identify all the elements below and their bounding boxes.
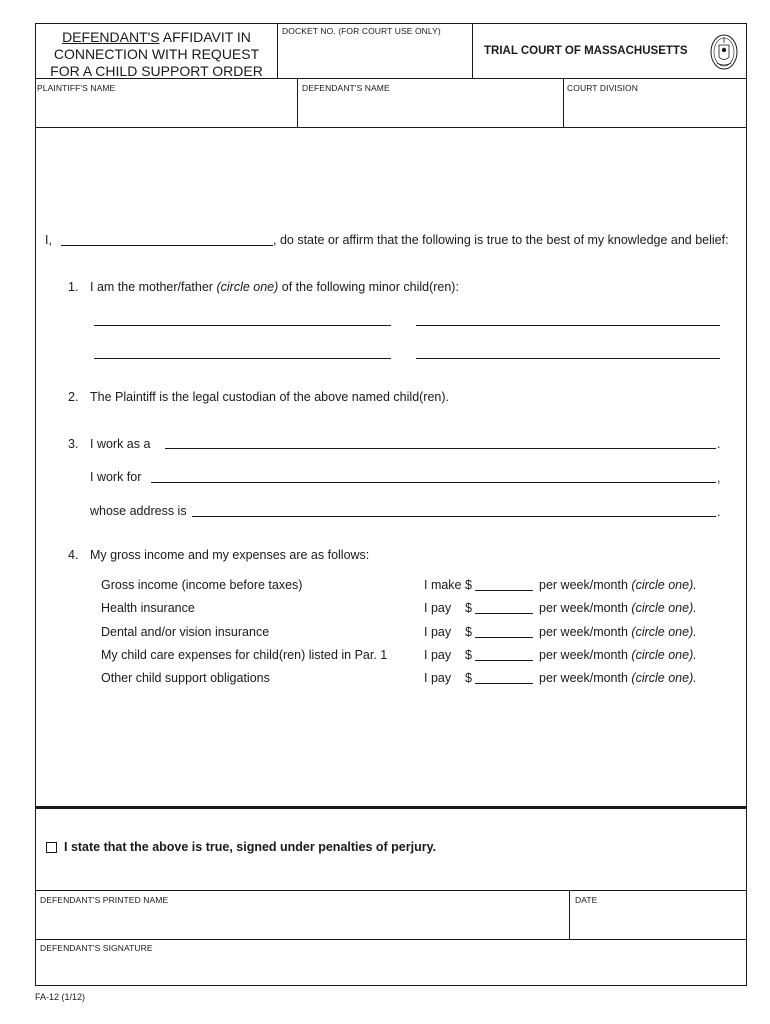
child-name-line[interactable] <box>416 325 720 326</box>
court-name: TRIAL COURT OF MASSACHUSETTS <box>484 45 688 57</box>
expense-period: per week/month (circle one). <box>539 671 697 685</box>
expense-amount-prefix: I pay $ <box>424 601 472 615</box>
expense-label: Gross income (income before taxes) <box>101 578 303 592</box>
expense-label: My child care expenses for child(ren) listed in Par. 1 <box>101 648 388 662</box>
expense-amount-line[interactable] <box>475 590 533 591</box>
affirm-statement: , do state or affirm that the following is true to the best of my knowledge and belief: <box>273 233 729 247</box>
form-id: FA-12 (1/12) <box>35 992 86 1002</box>
affiant-name-line[interactable] <box>61 245 273 246</box>
item-1-number: 1. <box>68 280 79 294</box>
address-label: whose address is <box>90 504 187 518</box>
expense-amount-line[interactable] <box>475 660 533 661</box>
item-1-text: I am the mother/father (circle one) of the following minor child(ren): <box>90 280 459 294</box>
employer-address-line[interactable] <box>192 516 716 517</box>
child-name-line[interactable] <box>94 358 391 359</box>
item-2-number: 2. <box>68 390 79 404</box>
court-division-field[interactable] <box>563 78 747 128</box>
expense-amount-prefix: I pay $ <box>424 625 472 639</box>
header-title-box <box>35 23 278 79</box>
perjury-checkbox[interactable] <box>46 842 57 853</box>
expense-label: Other child support obligations <box>101 671 270 685</box>
item-4-text: My gross income and my expenses are as follows: <box>90 548 370 562</box>
employer-line[interactable] <box>151 482 716 483</box>
printed-name-label: DEFENDANT'S PRINTED NAME <box>40 895 169 905</box>
court-division-label: COURT DIVISION <box>567 83 638 93</box>
expense-period: per week/month (circle one). <box>539 578 697 592</box>
expense-period: per week/month (circle one). <box>539 601 697 615</box>
occupation-end-mark: . <box>717 437 721 451</box>
docket-number-label: DOCKET NO. (FOR COURT USE ONLY) <box>282 26 441 36</box>
item-2-text: The Plaintiff is the legal custodian of the above named child(ren). <box>90 390 450 404</box>
work-for-label: I work for <box>90 470 142 484</box>
expense-label: Health insurance <box>101 601 195 615</box>
expense-label: Dental and/or vision insurance <box>101 625 270 639</box>
defendant-name-field[interactable] <box>297 78 564 128</box>
form-title-line-2: CONNECTION WITH REQUEST <box>53 46 260 62</box>
item-3-number: 3. <box>68 437 79 451</box>
signature-label: DEFENDANT'S SIGNATURE <box>40 943 153 953</box>
plaintiff-name-field[interactable] <box>35 78 298 128</box>
signature-field[interactable] <box>35 939 747 986</box>
affidavit-body-box <box>35 127 747 808</box>
affirm-prefix: I, <box>45 233 52 247</box>
plaintiff-name-label: PLAINTIFF'S NAME <box>37 83 116 93</box>
expense-amount-line[interactable] <box>475 637 533 638</box>
expense-amount-prefix: I make $ <box>424 578 472 592</box>
printed-name-field[interactable] <box>35 890 570 940</box>
expense-period: per week/month (circle one). <box>539 625 697 639</box>
date-label: DATE <box>575 895 598 905</box>
item-4-number: 4. <box>68 548 79 562</box>
docket-number-box[interactable] <box>277 23 473 79</box>
expense-amount-line[interactable] <box>475 683 533 684</box>
date-field[interactable] <box>569 890 747 940</box>
expense-amount-line[interactable] <box>475 613 533 614</box>
perjury-statement: I state that the above is true, signed under penalties of perjury. <box>64 840 437 854</box>
employer-end-mark: , <box>717 471 721 485</box>
expense-period: per week/month (circle one). <box>539 648 697 662</box>
form-title-line-1: DEFENDANT'S AFFIDAVIT IN <box>62 29 251 45</box>
child-name-line[interactable] <box>416 358 720 359</box>
form-title-line-3: FOR A CHILD SUPPORT ORDER <box>50 63 263 79</box>
massachusetts-seal-icon <box>709 33 739 71</box>
child-name-line[interactable] <box>94 325 391 326</box>
work-as-label: I work as a <box>90 437 151 451</box>
expense-amount-prefix: I pay $ <box>424 671 472 685</box>
occupation-line[interactable] <box>165 448 716 449</box>
expense-amount-prefix: I pay $ <box>424 648 472 662</box>
court-name-box <box>472 23 747 79</box>
address-end-mark: . <box>717 505 721 519</box>
defendant-name-label: DEFENDANT'S NAME <box>302 83 390 93</box>
